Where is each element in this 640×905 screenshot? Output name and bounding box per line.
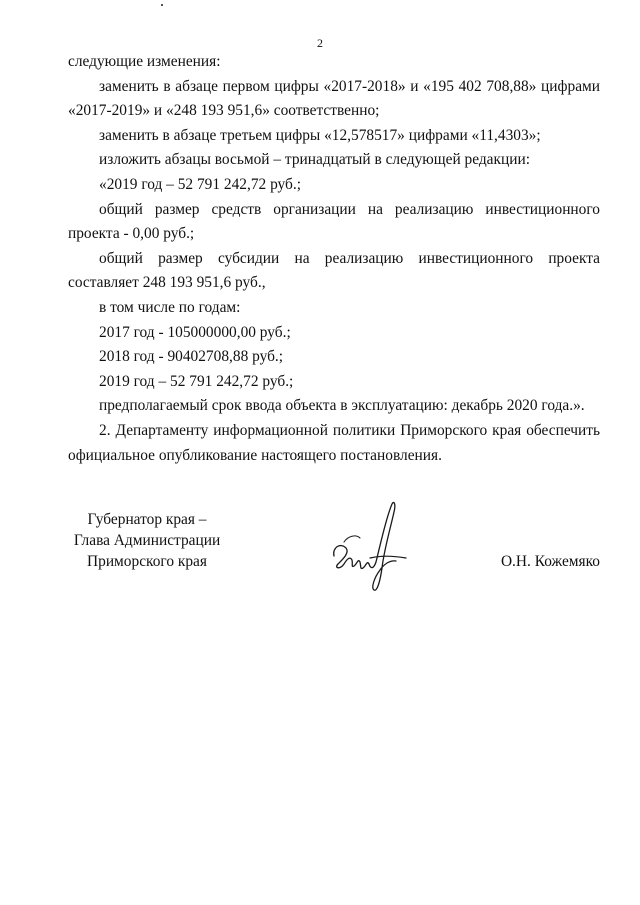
paragraph: 2018 год - 90402708,88 руб.; <box>99 348 284 366</box>
paragraph: изложить абзацы восьмой – тринадцатый в следующей редакции: <box>99 151 530 169</box>
signatory-title-line: Приморского края <box>87 553 207 570</box>
paragraph: общий размер субсидии на реализацию инвестиционного проекта составляет 248 193 951,6 руб., <box>68 249 600 292</box>
signatory-title-line: Глава Администрации <box>73 532 221 549</box>
paragraph: 2017 год - 105000000,00 руб.; <box>99 323 291 341</box>
paragraph: 2. Департаменту информационной политики Приморского края обеспечить официальное опубликование настоящего постановления. <box>68 421 600 464</box>
paragraph: в том числе по годам: <box>99 298 241 316</box>
paragraph: заменить в абзаце первом цифры «2017-2018» и «195 402 708,88» цифрами «2017-2019» и «248 193 951,6» соответственно; <box>68 77 600 120</box>
paragraph: 2019 год – 52 791 242,72 руб.; <box>99 372 294 390</box>
paragraph: общий размер средств организации на реализацию инвестиционного проекта - 0,00 руб.; <box>68 200 600 243</box>
signatory-title-line: Губернатор края – <box>87 511 207 528</box>
handwritten-signature <box>330 498 410 594</box>
document-body <box>68 50 600 468</box>
page-number: 2 <box>317 36 323 50</box>
signatory-name: О.Н. Кожемяко <box>500 553 600 570</box>
paragraph: следующие изменения: <box>68 53 221 70</box>
paragraph: заменить в абзаце третьем цифры «12,578517» цифрами «11,4303»; <box>99 126 541 144</box>
paragraph: «2019 год – 52 791 242,72 руб.; <box>99 175 302 193</box>
scan-artifact <box>161 4 163 6</box>
paragraph: предполагаемый срок ввода объекта в эксплуатацию: декабрь 2020 года.». <box>99 397 585 415</box>
